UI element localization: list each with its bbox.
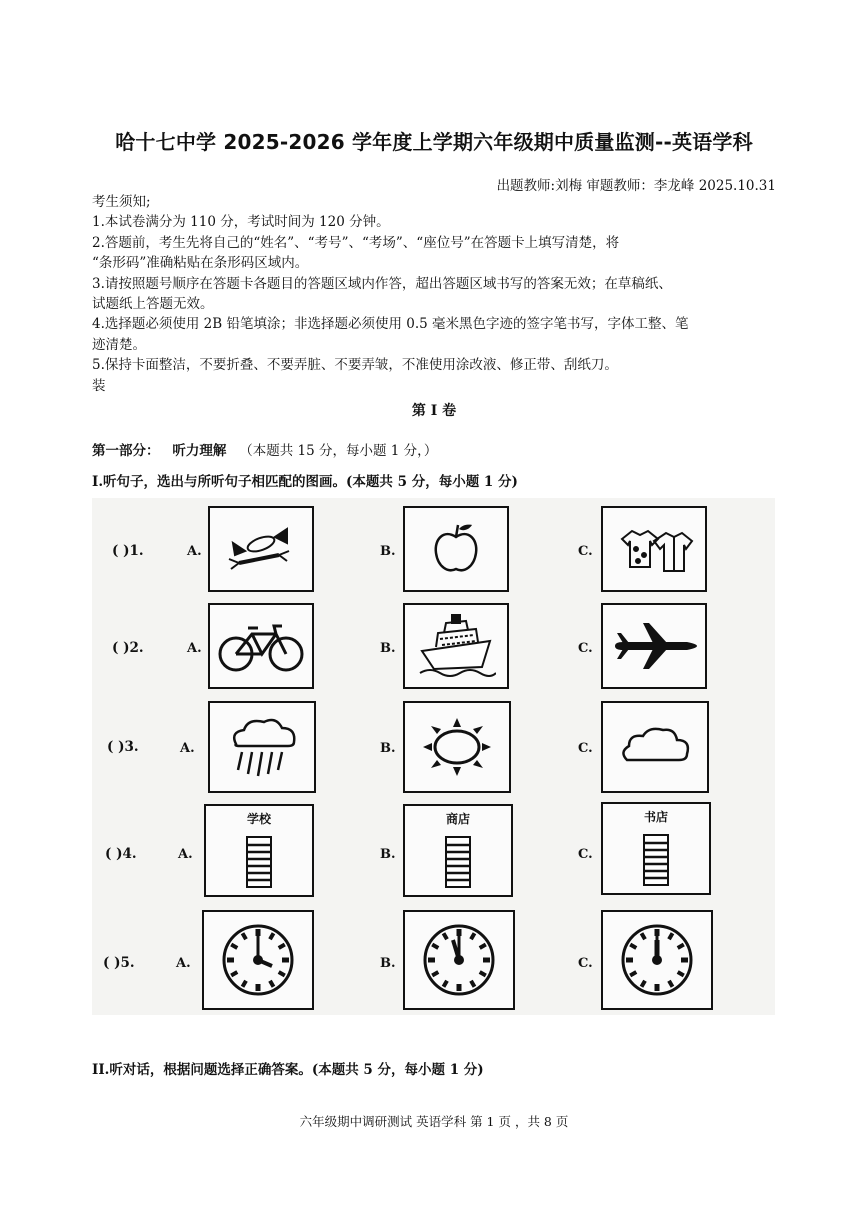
- part-info: （本题共 15 分，每小题 1 分，）: [239, 443, 438, 459]
- question-number: ( )3.: [107, 739, 139, 755]
- option-a-picture[interactable]: [204, 804, 314, 897]
- option-a-picture[interactable]: [208, 701, 316, 793]
- clock-icon: [619, 922, 695, 998]
- option-c-label: C.: [578, 956, 593, 971]
- section-heading: II.听对话，根据问题选择正确答案。(本题共 5 分，每小题 1 分): [92, 1062, 484, 1078]
- option-a-picture[interactable]: [208, 603, 314, 689]
- notice-line: “条形码”准确粘贴在条形码区域内。: [92, 255, 309, 272]
- teachers-line: 出题教师:刘梅 审题教师：李龙峰 2025.10.31: [496, 178, 776, 194]
- exam-notice: [92, 192, 782, 396]
- option-b-label: B.: [380, 641, 396, 656]
- option-a-label: A.: [178, 847, 193, 862]
- option-c-picture[interactable]: [601, 603, 707, 689]
- airplane-icon: [609, 621, 699, 671]
- option-c-picture[interactable]: [601, 506, 707, 592]
- question-number: ( )2.: [112, 640, 144, 656]
- option-b-picture[interactable]: [403, 603, 509, 689]
- option-c-picture[interactable]: [601, 802, 711, 895]
- apple-icon: [426, 519, 486, 579]
- option-b-label: B.: [380, 741, 396, 756]
- page-title: 哈十七中学 2025-2026 学年度上学期六年级期中质量监测--英语学科: [115, 130, 753, 154]
- question-number: ( )5.: [103, 955, 135, 971]
- option-c-label: C.: [578, 641, 593, 656]
- option-a-label: A.: [187, 641, 202, 656]
- rain-cloud-icon: [222, 712, 302, 782]
- volume-heading: 第 I 卷: [411, 403, 457, 419]
- sun-icon: [417, 712, 497, 782]
- notice-line: 试题纸上答题无效。: [92, 296, 214, 313]
- bicycle-icon: [216, 616, 306, 676]
- cloud-icon: [615, 722, 695, 772]
- notice-line: 5.保持卡面整洁，不要折叠、不要弄脏、不要弄皱，不准使用涂改液、修正带、刮纸刀。: [92, 357, 618, 374]
- option-b-label: B.: [380, 544, 396, 559]
- page-footer: 六年级期中调研测试 英语学科 第 1 页 ，共 8 页: [299, 1114, 569, 1129]
- candy-icon: [221, 519, 301, 579]
- clock-icon: [220, 922, 296, 998]
- notice-heading: 考生须知;: [92, 194, 151, 210]
- option-b-picture[interactable]: [403, 910, 515, 1010]
- part-label: 第一部分：: [92, 443, 160, 459]
- option-a-picture[interactable]: [202, 910, 314, 1010]
- section-heading: I.听句子，选出与所听句子相匹配的图画。(本题共 5 分，每小题 1 分): [92, 474, 518, 490]
- option-c-label: C.: [578, 544, 593, 559]
- option-c-label: C.: [578, 741, 593, 756]
- building-label: 书店: [643, 810, 668, 824]
- clock-icon: [421, 922, 497, 998]
- part-name: 听力理解: [172, 443, 227, 459]
- bookstore-building-icon: [626, 829, 686, 889]
- notice-line: 3.请按照题号顺序在答题卡各题目的答题区域内作答，超出答题区域书写的答案无效；在草稿纸、: [92, 275, 672, 292]
- option-a-label: A.: [187, 544, 202, 559]
- shop-building-icon: [428, 831, 488, 891]
- question-number: ( )1.: [112, 543, 144, 559]
- option-c-picture[interactable]: [601, 910, 713, 1010]
- option-b-picture[interactable]: [403, 701, 511, 793]
- notice-line: 2.答题前，考生先将自己的“姓名”、“考号”、“考场”、“座位号”在答题卡上填写清楚，将: [92, 234, 620, 251]
- option-b-picture[interactable]: [403, 804, 513, 897]
- building-label: 商店: [445, 812, 470, 826]
- building-label: 学校: [246, 812, 271, 826]
- option-a-label: A.: [180, 741, 195, 756]
- question-number: ( )4.: [105, 846, 137, 862]
- part-heading: [92, 439, 437, 459]
- notice-line: 装: [92, 377, 106, 394]
- notice-line: 4.选择题必须使用 2B 铅笔填涂；非选择题必须使用 0.5 毫米黑色字迹的签字笔书写，字体工整、笔: [92, 316, 689, 333]
- option-c-picture[interactable]: [601, 701, 709, 793]
- option-c-label: C.: [578, 847, 593, 862]
- option-b-label: B.: [380, 847, 396, 862]
- notice-line: 1.本试卷满分为 110 分，考试时间为 120 分钟。: [92, 214, 390, 231]
- school-building-icon: [229, 831, 289, 891]
- notice-line: 迹清楚。: [92, 336, 146, 353]
- option-a-picture[interactable]: [208, 506, 314, 592]
- option-b-label: B.: [380, 956, 396, 971]
- clothes-icon: [614, 519, 694, 579]
- option-b-picture[interactable]: [403, 506, 509, 592]
- ship-icon: [416, 611, 496, 681]
- option-a-label: A.: [176, 956, 191, 971]
